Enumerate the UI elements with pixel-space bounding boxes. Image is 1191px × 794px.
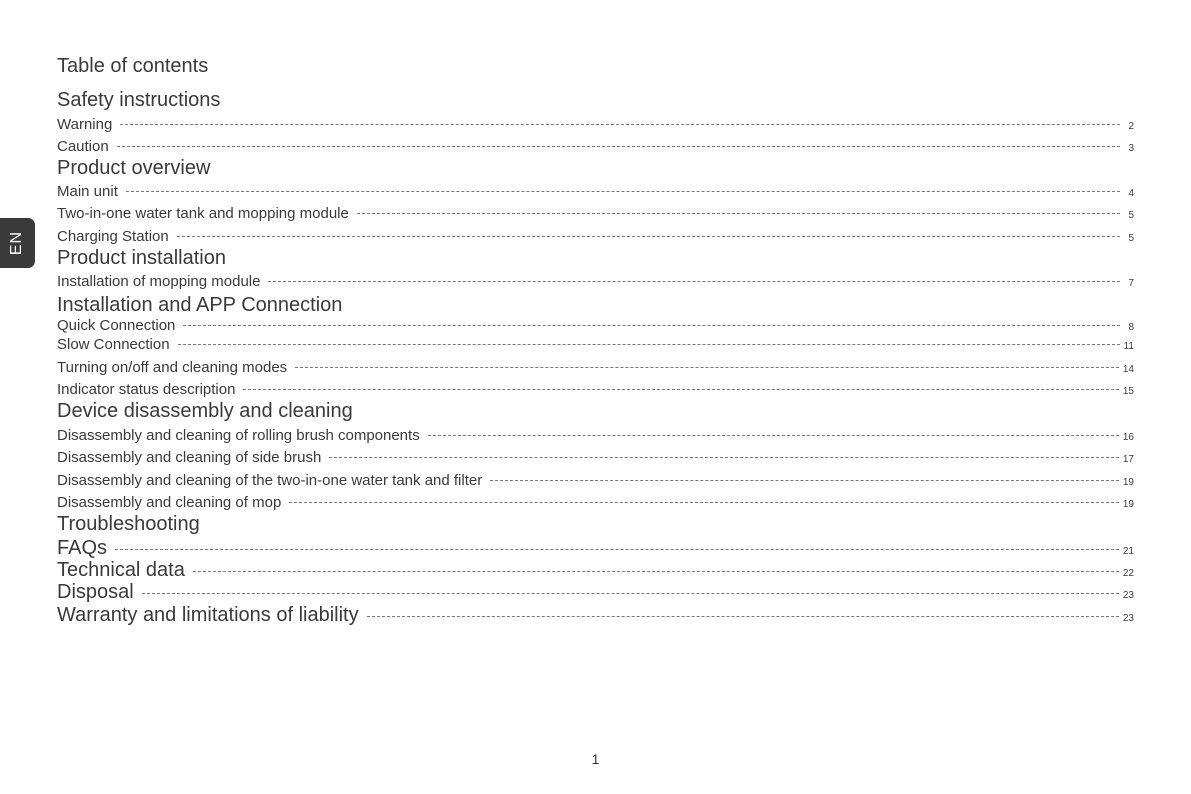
dot-leader: [243, 389, 1118, 390]
section-overview: Product overview: [57, 157, 211, 179]
toc-entry[interactable]: [57, 494, 1134, 511]
toc-entry-label: Caution: [57, 138, 109, 155]
toc-entry-label: Disassembly and cleaning of the two-in-one water tank and filter: [57, 472, 483, 489]
toc-entry-label: Quick Connection: [57, 317, 176, 334]
toc-entry[interactable]: [57, 228, 1134, 245]
page-number: 1: [591, 751, 600, 767]
dot-leader: [329, 457, 1119, 458]
dot-leader: [193, 571, 1119, 572]
toc-entry-page: 2: [1128, 121, 1134, 132]
toc-entry-label: Disassembly and cleaning of mop: [57, 494, 282, 511]
toc-entry[interactable]: [57, 427, 1134, 444]
dot-leader: [115, 549, 1119, 550]
toc-entry-label: Disassembly and cleaning of rolling brush components: [57, 427, 420, 444]
dot-leader: [289, 502, 1119, 503]
dot-leader: [367, 616, 1119, 617]
toc-entry-page: 19: [1122, 477, 1134, 488]
toc-title: Table of contents: [57, 55, 209, 77]
dot-leader: [357, 213, 1120, 214]
section-disassembly: Device disassembly and cleaning: [57, 400, 353, 422]
toc-entry[interactable]: [57, 183, 1134, 200]
toc-entry[interactable]: [57, 581, 1134, 604]
toc-entry-label: Technical data: [57, 559, 185, 581]
section-troubleshooting: Troubleshooting: [57, 513, 200, 535]
toc-entry-label: Warning: [57, 116, 113, 133]
toc-entry[interactable]: [57, 381, 1134, 398]
toc-entry[interactable]: [57, 116, 1134, 133]
toc-entry-label: Two-in-one water tank and mopping module: [57, 205, 349, 222]
toc-entry-page: 22: [1122, 568, 1134, 579]
dot-leader: [126, 191, 1120, 192]
toc-entry-label: Charging Station: [57, 228, 169, 245]
language-tab-label: EN: [8, 230, 26, 256]
toc-entry-label: Indicator status description: [57, 381, 236, 398]
toc-entry-label: Turning on/off and cleaning modes: [57, 359, 288, 376]
toc-entry[interactable]: [57, 336, 1134, 353]
toc-entry-page: 5: [1128, 210, 1134, 221]
toc-entry-page: 19: [1122, 499, 1134, 510]
dot-leader: [117, 146, 1120, 147]
toc-entry[interactable]: [57, 472, 1134, 489]
toc-entry-label: FAQs: [57, 537, 108, 559]
toc-entry[interactable]: [57, 604, 1134, 627]
toc-entry[interactable]: [57, 449, 1134, 466]
section-installation: Product installation: [57, 247, 226, 269]
dot-leader: [490, 480, 1119, 481]
dot-leader: [183, 325, 1120, 326]
toc-entry[interactable]: [57, 138, 1134, 155]
toc-entry-page: 14: [1122, 364, 1134, 375]
toc-entry-page: 17: [1122, 454, 1134, 465]
dot-leader: [120, 124, 1120, 125]
toc-entry-page: 8: [1128, 322, 1134, 333]
toc-entry-page: 5: [1128, 233, 1134, 244]
toc-entry-label: Disposal: [57, 581, 134, 603]
language-tab[interactable]: [0, 218, 35, 268]
section-safety: Safety instructions: [57, 89, 221, 111]
dot-leader: [428, 435, 1119, 436]
toc-entry-page: 15: [1122, 386, 1134, 397]
toc-entry-page: 16: [1122, 432, 1134, 443]
toc-entry[interactable]: [57, 559, 1134, 582]
toc-entry[interactable]: [57, 537, 1134, 560]
dot-leader: [295, 367, 1119, 368]
toc-entry[interactable]: [57, 273, 1134, 290]
toc-entry-label: Installation of mopping module: [57, 273, 261, 290]
toc-entry[interactable]: [57, 205, 1134, 222]
toc-entry-page: 3: [1128, 143, 1134, 154]
toc-entry-page: 23: [1122, 590, 1134, 601]
toc-entry-label: Slow Connection: [57, 336, 170, 353]
dot-leader: [178, 344, 1120, 345]
dot-leader: [142, 593, 1119, 594]
dot-leader: [177, 236, 1120, 237]
toc-entry-page: 4: [1128, 188, 1134, 199]
section-connection: Installation and APP Connection: [57, 294, 343, 316]
toc-entry[interactable]: [57, 317, 1134, 334]
toc-entry[interactable]: [57, 359, 1134, 376]
toc-entry-page: 23: [1122, 613, 1134, 624]
toc-entry-page: 7: [1128, 278, 1134, 289]
toc-entry-label: Disassembly and cleaning of side brush: [57, 449, 322, 466]
dot-leader: [268, 281, 1120, 282]
toc-entry-label: Warranty and limitations of liability: [57, 604, 359, 626]
toc-entry-page: 11: [1123, 341, 1134, 352]
toc-entry-page: 21: [1122, 546, 1134, 557]
toc-entry-label: Main unit: [57, 183, 118, 200]
